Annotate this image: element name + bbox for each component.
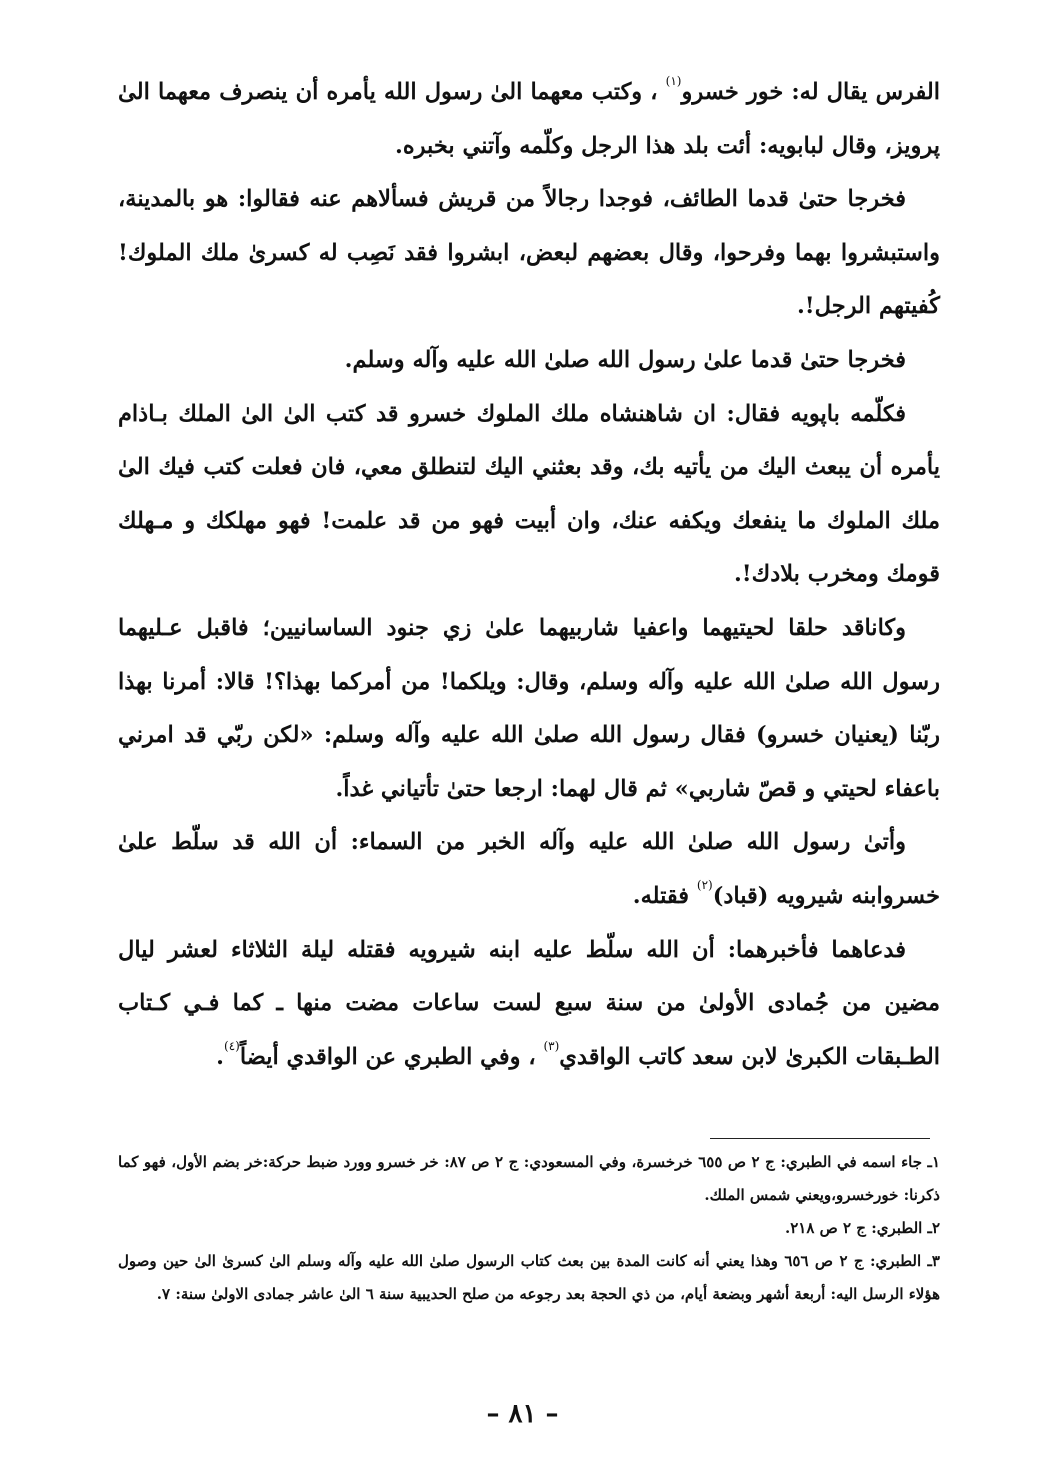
footnote-ref-2: (٢) [696, 877, 713, 892]
paragraph-1: الفرس يقال له: خور خسرو$^{(١)}$ ، وكتب معهما الىٰ رسول الله يأمره أن ينصرف معهما الىٰ پرويز، وقال لبابويه: أئت بلد هذا الرجل وكلّمه وآتني بخبره. [118, 74, 940, 159]
paragraph-2: فخرجا حتىٰ قدما الطائف، فوجدا رجالاً من قريش فسألاهم عنه فقالوا: هو بالمدينة، واستبشروا بهما وفرحوا، وقال بعضهم لبعض، ابشروا فقد نَصِب له كسرىٰ ملك الملوك! كُفيتهم الرجل!. [118, 186, 940, 320]
paragraph-7: فدعاهما فأخبرهما: أن الله سلّط عليه ابنه شيرويه فقتله ليلة الثلاثاء لعشر ليال مضين من جُمادى الأولىٰ من سنة سبع لست ساعات مضت منها ـ كما فـي كـتاب الطـبقات الكبرىٰ لابن سعد كاتب الواقدي$^{(٣)}$ ، وفي الطبري عن الواقدي أيضاً$^{(٤)}$. [118, 936, 940, 1070]
paragraph-4: فكلّمه باپويه فقال: ان شاهنشاه ملك الملوك خسرو قد كتب الىٰ الىٰ الملك بـاذام يأمره أن يبعث اليك من يأتيه بك، وقد بعثني اليك لتنطلق معي، فان فعلت كتب فيك الىٰ ملك الملوك ما ينفعك ويكفه عنك، وان أبيت فهو من قد علمت! فهو مهلكك و مـهلك قومك ومخرب بلادك!. [118, 400, 940, 588]
footnote-divider [710, 1138, 930, 1139]
footnote-ref-1: (١) [665, 74, 682, 88]
footnote-1: ١ـ جاء اسمه في الطبري: ج ٢ ص ٦٥٥ خرخسرة، وفي المسعودي: ج ٢ ص ٨٧: خر خسرو وورد ضبط حركة:خر بضم الأول، فهو كما ذكرنا: خورخسرو،ويعني شمس الملك. [118, 1153, 940, 1204]
page-number: – ٨١ – [486, 1399, 559, 1429]
footnote-ref-3: (٣) [543, 1038, 560, 1053]
paragraph-3: فخرجا حتىٰ قدما علىٰ رسول الله صلىٰ الله عليه وآله وسلم. [344, 346, 906, 373]
footnote-3: ٣ـ الطبري: ج ٢ ص ٦٥٦ وهذا يعني أنه كانت المدة بين بعث كتاب الرسول صلىٰ الله عليه وآله وسلم الىٰ كسرىٰ الىٰ حين وصول هؤلاء الرسل اليه: أربعة أشهر وبضعة أيام، من ذي الحجة بعد رجوعه من صلح الحديبية سنة ٦ الىٰ عاشر جمادى الاولىٰ سنة: ٧. [118, 1252, 940, 1303]
paragraph-5: وكاناقد حلقا لحيتيهما واعفيا شاربيهما علىٰ زي جنود الساسانيين؛ فاقبل عـليهما رسول الله صلىٰ الله عليه وآله وسلم، وقال: ويلكما! من أمركما بهذا؟! قالا: أمرنا بهذا ربّنا (يعنيان خسرو) فقال رسول الله صلىٰ الله عليه وآله وسلم: «لكن ربّي قد امرني باعفاء لحيتي و قصّ شاربي» ثم قال لهما: ارجعا حتىٰ تأتياني غداً. [118, 614, 941, 802]
footnote-ref-4: (٤) [224, 1038, 240, 1053]
paragraph-6: وأتىٰ رسول الله صلىٰ الله عليه وآله الخبر من السماء: أن الله قد سلّط علىٰ خسروابنه شيرويه (قباد)$^{(٢)}$ فقتله. [118, 829, 940, 909]
footnotes [118, 1146, 940, 1311]
main-text [118, 66, 940, 1084]
footnote-2: ٢ـ الطبري: ج ٢ ص ٢١٨. [785, 1219, 940, 1237]
